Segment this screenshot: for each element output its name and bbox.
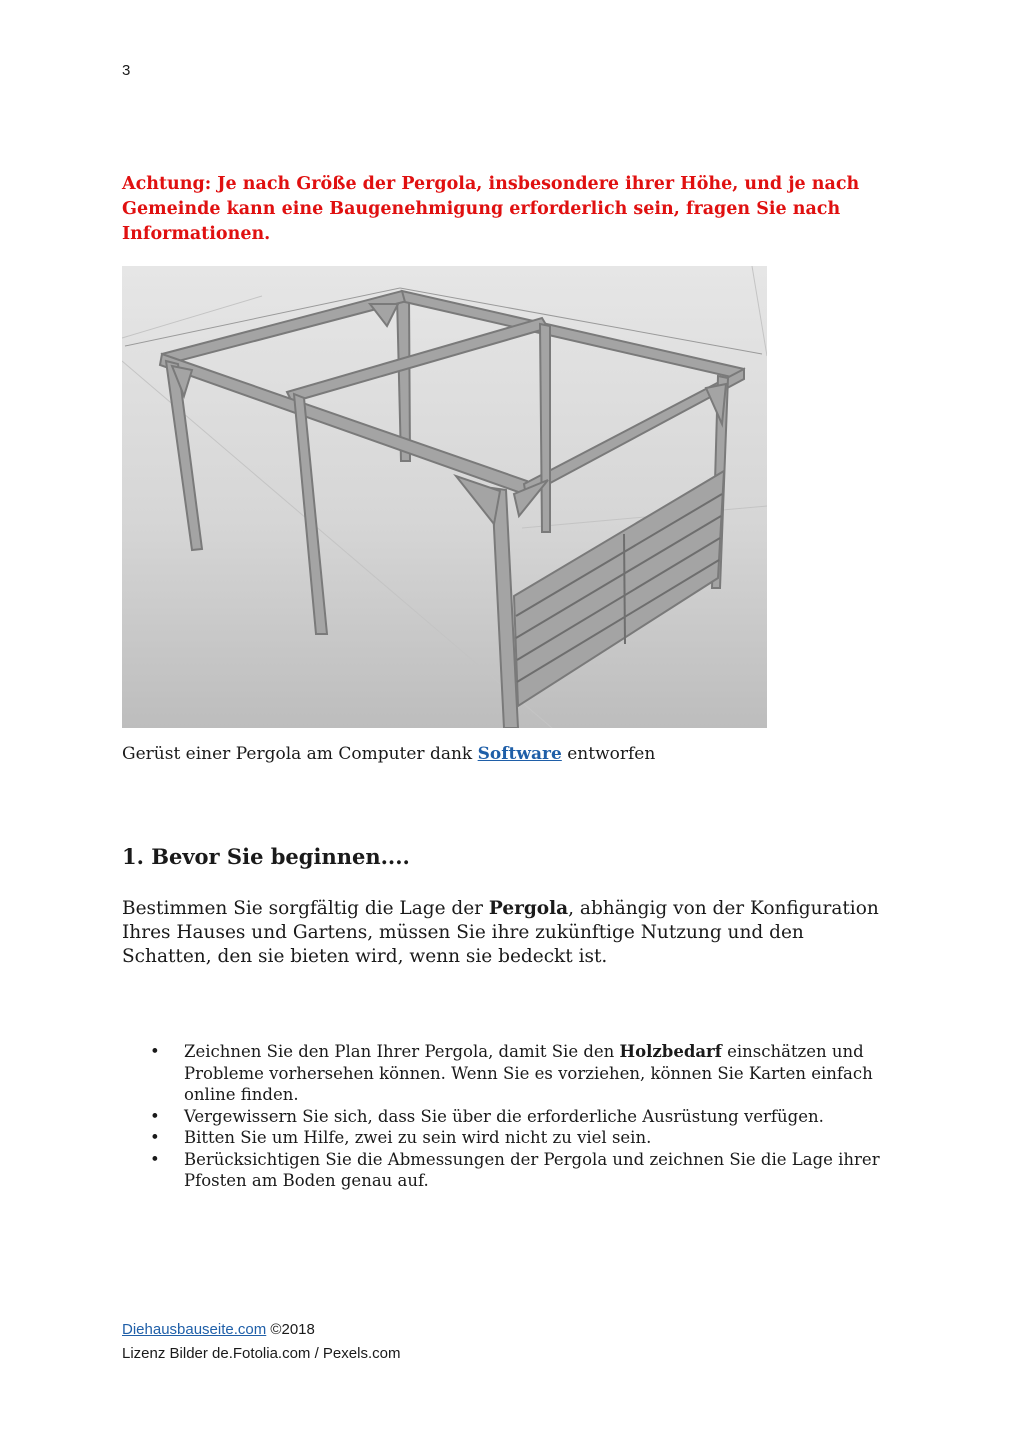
page-number: 3 xyxy=(122,62,131,79)
bullet-list xyxy=(150,1041,910,1192)
warning-notice: Achtung: Je nach Größe der Pergola, insbesondere ihrer Höhe, und je nach Gemeinde kann eine Baugenehmigung erforderlich sein, fragen Sie nach Informationen. xyxy=(122,174,860,244)
footer-line-1 xyxy=(122,1318,400,1342)
bullet-icon: • xyxy=(150,1149,160,1169)
license-text: Lizenz Bilder de.Fotolia.com / Pexels.com xyxy=(122,1345,401,1362)
copyright-text: ©2018 xyxy=(266,1321,315,1338)
list-item-bold: Holzbedarf xyxy=(619,1042,722,1061)
figure-caption xyxy=(122,744,655,764)
bullet-icon: • xyxy=(150,1128,160,1147)
intro-paragraph xyxy=(122,897,882,969)
list-item xyxy=(150,1041,910,1106)
caption-text-before: Gerüst einer Pergola am Computer dank xyxy=(122,744,478,764)
bullet-icon: • xyxy=(150,1042,160,1061)
list-item xyxy=(150,1149,910,1192)
list-item-text: Vergewissern Sie sich, dass Sie über die erforderliche Ausrüstung verfügen. xyxy=(184,1106,824,1126)
pergola-figure xyxy=(122,266,767,728)
bullet-icon: • xyxy=(150,1106,160,1126)
list-item-text: Zeichnen Sie den Plan Ihrer Pergola, damit Sie den xyxy=(184,1042,620,1061)
pergola-frame-illustration xyxy=(122,266,767,728)
list-item xyxy=(150,1106,910,1128)
intro-text-after: , abhängig von der Konfiguration Ihres Hauses und Gartens, müssen Sie ihre zukünftige Nutzung und den Schatten, den sie bieten wird, wenn sie bedeckt ist. xyxy=(122,898,879,967)
list-item-text: Berücksichtigen Sie die Abmessungen der Pergola und zeichnen Sie die Lage ihrer Pfosten am Boden genau auf. xyxy=(184,1149,880,1190)
list-item xyxy=(150,1127,910,1149)
intro-bold-term: Pergola xyxy=(488,898,569,919)
list-item-text: einschätzen und Probleme vorhersehen können. Wenn Sie es vorziehen, können Sie Karten einfach online finden. xyxy=(184,1042,873,1104)
software-link[interactable]: Software xyxy=(477,744,562,764)
page-footer xyxy=(122,1318,400,1366)
section-heading: 1. Bevor Sie beginnen.... xyxy=(122,844,410,869)
intro-text-before: Bestimmen Sie sorgfältig die Lage der xyxy=(122,898,489,919)
site-link[interactable]: Diehausbauseite.com xyxy=(122,1321,267,1338)
caption-text-after: entworfen xyxy=(561,744,656,764)
list-item-text: Bitten Sie um Hilfe, zwei zu sein wird nicht zu viel sein. xyxy=(184,1128,652,1147)
